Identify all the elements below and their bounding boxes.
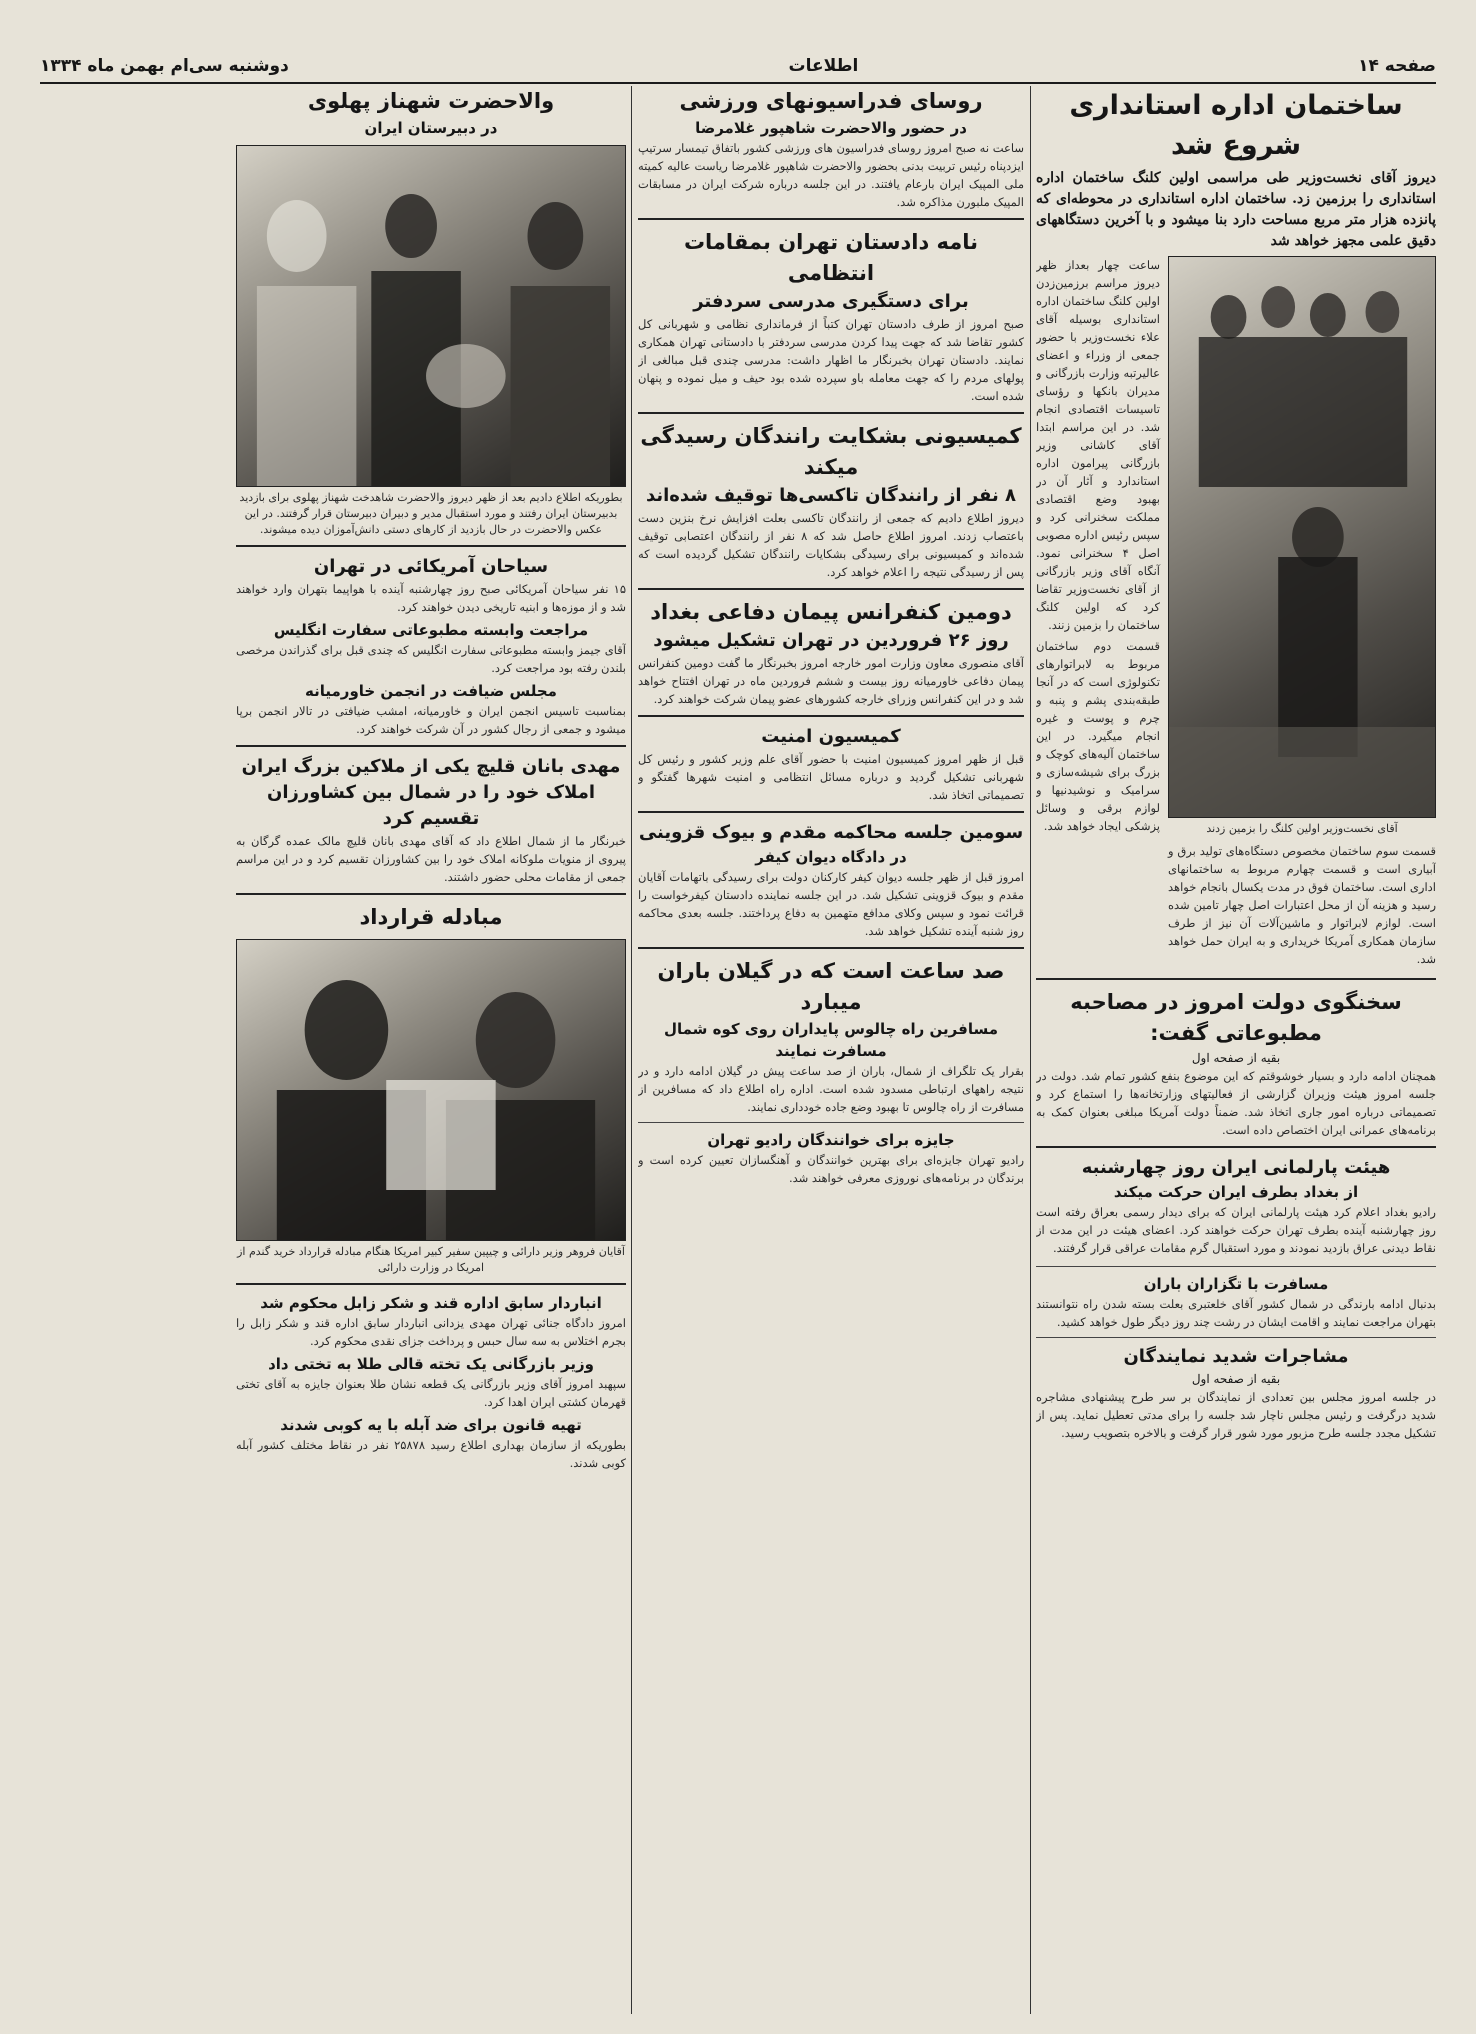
baghdad-pact-text: آقای منصوری معاون وزارت امور خارجه امروز بخبرنگار ما گفت دومین کنفرانس پیمان دفاعی خاورمیانه روز بیست و ششم فروردین ماه در تهران افتتاح خواهد شد و در این کنفرانس وزرای خارجه کشورهای عضو پیمان شرکت خواهند کرد.	[638, 656, 1024, 706]
prosecutor-headline: نامه دادستان تهران بمقامات انتظامی	[683, 230, 979, 285]
column-divider	[1030, 86, 1031, 2014]
landowner-text: خبرنگار ما از شمال اطلاع داد که آقای مهدی بانان قلیچ مالک عمده گرگان به پیروی از منویات ملوکانه املاک خود را بین کشاورزان تقسیم کرد و در این مراسم جمعی از مقامات محلی حضور داشتند.	[236, 834, 626, 884]
gilan-rain-headline: صد ساعت است که در گیلان باران میبارد	[657, 959, 1005, 1014]
security-text: قبل از ظهر امروز کمیسیون امنیت با حضور آقای علم وزیر کشور و رئیس کل شهربانی تشکیل گردید و درباره مسائل انتظامی و امنیت شهرها گفتگو و تصمیماتی اتخاذ شد.	[638, 752, 1024, 802]
delegation-text: رادیو بغداد اعلام کرد هیئت پارلمانی ایران که برای دیدار رسمی بعراق رفته است روز چهارشنبه آینده بطرف تهران حرکت خواهند کرد. اعضای هیئت در این مدت از نقاط دیدنی عراق بازدید نمودند و مورد استقبال گرم مقامات عراقی قرار گرفتند.	[1036, 1205, 1436, 1255]
section-rule	[236, 1283, 626, 1285]
page-number: صفحه ۱۴	[1358, 56, 1436, 76]
standards-headline: ساختمان اداره استانداری شروع شد	[1069, 90, 1403, 161]
banquet-headline: مجلس ضیافت در انجمن خاورمیانه	[305, 682, 557, 700]
landowner-subheadline: املاک خود را در شمال بین کشاورزان تقسیم کرد	[266, 782, 596, 829]
photo-figures	[237, 940, 625, 1240]
federations-headline: روسای فدراسیونهای ورزشی	[679, 89, 983, 113]
section-rule	[638, 715, 1024, 717]
baghdad-pact-headline: دومین کنفرانس پیمان دفاعی بغداد	[650, 600, 1012, 624]
british-attache-headline: مراجعت وابسته مطبوعاتی سفارت انگلیس	[273, 621, 589, 639]
contract-caption: آقایان فروهر وزیر دارائی و چیپین سفیر کبیر امریکا هنگام مبادله قرارداد خرید گندم از امریکا در وزارت دارائی	[237, 1245, 625, 1274]
gilan-rain-subheadline: مسافرین راه چالوس پایداران روی کوه شمال مسافرت نمایند	[663, 1020, 999, 1060]
trial-subheadline: در دادگاه دیوان کیفر	[755, 848, 907, 866]
photo-figures	[1169, 257, 1435, 817]
groundbreaking-photo	[1168, 256, 1436, 818]
taxi-text: دیروز اطلاع دادیم که جمعی از رانندگان تاکسی بعلت افزایش نرخ بنزین دست باعتصاب زدند. امروز اطلاع حاصل شد که ۸ نفر از رانندگان اعتصابی توقیف شده‌اند و کمیسیونی برای رسیدگی بشکایات رانندگان تشکیل گردیده است که پس از رسیدگی نتیجه را اعلام خواهد کرد.	[638, 511, 1024, 579]
delegation-headline: هیئت پارلمانی ایران روز چهارشنبه	[1081, 1157, 1391, 1178]
warehouse-keeper-text: امروز دادگاه جنائی تهران مهدی یزدانی انباردار سابق اداره قند و شکر زابل را بجرم اختلاس به سه سال حبس و پرداخت جزای نقدی محکوم کرد.	[236, 1316, 626, 1348]
tourists-headline: سیاحان آمریکائی در تهران	[313, 556, 549, 577]
gilan-rain-text: بقرار یک تلگراف از شمال، باران از صد ساعت پیش در گیلان ادامه دارد و در نتیجه راههای ارتباطی مسدود شده است. اداره راه اطلاع داد که مسافرین از مسافرت از راه چالوس تا بهبود وضع جاده خودداری نمایند.	[638, 1064, 1024, 1114]
column-divider	[631, 86, 632, 2014]
prosecutor-subheadline: برای دستگیری مدرسی سردفتر	[693, 291, 969, 312]
section-rule	[638, 1122, 1024, 1123]
prosecutor-text: صبح امروز از طرف دادستان تهران کتباً از فرمانداری نظامی و شهربانی کل کشور تقاضا شد که جهت پیدا کردن مدرسی سردفتر با دادستانی تهران همکاری نمایند. دادستان تهران بخبرنگار ما اظهار داشت: مدرسی چندی قبل مبالغی از پولهای مردم را که جهت معامله باو سپرده شده بود حیف و میل نموده و پنهان شده است.	[638, 317, 1024, 403]
trial-headline: سومین جلسه محاکمه مقدم و بیوک قزوینی	[638, 822, 1024, 843]
vaccination-headline: تهیه قانون برای ضد آبله با یه کوبی شدند	[280, 1416, 582, 1434]
spokesman-continued: بقیه از صفحه اول	[1191, 1051, 1281, 1065]
page-header	[40, 50, 1436, 84]
section-rule	[1036, 1266, 1436, 1267]
section-rule	[638, 412, 1024, 414]
rain-travel-headline: مسافرت با تگزاران باران	[1143, 1275, 1329, 1293]
section-rule	[638, 588, 1024, 590]
rain-travel-text: بدنبال ادامه بارندگی در شمال کشور آقای خلعتبری بعلت بسته شدن راه نتوانستند بتهران مراجعت نمایند و اقامت ایشان در رشت چند روز دیگر طول خواهد کشید.	[1036, 1297, 1436, 1329]
standards-dek: دیروز آقای نخست‌وزیر طی مراسمی اولین کلنگ ساختمان اداره استانداری را برزمین زد. ساختمان اداره استانداری در محوطه‌ای که پانزده هزار متر مربع مساحت دارد بنا میشود و با آخرین دستگاههای دقیق علمی مجهز خواهد شد	[1036, 170, 1436, 249]
section-rule	[236, 745, 626, 747]
section-rule	[638, 811, 1024, 813]
warehouse-keeper-headline: انباردار سابق اداره قند و شکر زابل محکوم شد	[260, 1294, 602, 1312]
baghdad-pact-subheadline: روز ۲۶ فروردین در تهران تشکیل میشود	[653, 630, 1009, 651]
issue-date: دوشنبه سی‌ام بهمن ماه ۱۳۳۴	[40, 56, 289, 76]
left-column	[236, 86, 626, 2014]
right-column	[1036, 86, 1436, 2014]
federations-subheadline: در حضور والاحضرت شاهپور غلامرضا	[695, 119, 967, 137]
middle-column	[638, 86, 1024, 2014]
mps-continued: بقیه از صفحه اول	[1191, 1372, 1281, 1386]
taxi-subheadline: ۸ نفر از رانندگان تاکسی‌ها توقیف شده‌اند	[645, 485, 1017, 506]
taxi-headline: کمیسیونی بشکایت رانندگان رسیدگی میکند	[640, 424, 1022, 479]
photo-figures	[237, 146, 625, 486]
standards-text-2: قسمت دوم ساختمان مربوط به لابراتوارهای تکنولوژی است که در آنجا طبقه‌بندی پشم و پنبه و چرم و پوست و غیره انجام میگیرد. در این ساختمان آلیه‌های کوچک و بزرگ برای شیشه‌سازی و سرامیک و نوشیدنیها و لوازم برقی و وسائل پزشکی ایجاد خواهد شد.	[1036, 639, 1160, 833]
mps-text: در جلسه امروز مجلس بین تعدادی از نمایندگان بر سر طرح پیشنهادی مشاجره شدید درگرفت و رئیس مجلس ناچار شد جلسه را برای مدتی تعطیل نماید. پس از تشکیل مجدد جلسه طرح مزبور مورد شور قرار گرفت و بالاخره بتصویب رسید.	[1036, 1390, 1436, 1440]
shahnaz-headline: والاحضرت شهناز پهلوی	[307, 89, 555, 113]
section-rule	[1036, 978, 1436, 980]
delegation-subheadline: از بغداد بطرف ایران حرکت میکند	[1113, 1183, 1359, 1201]
british-attache-text: آقای جیمز وابسته مطبوعاتی سفارت انگلیس که چندی قبل برای گذراندن مرخصی بلندن رفته بود مراجعت کرد.	[236, 643, 626, 675]
section-rule	[1036, 1337, 1436, 1338]
radio-prize-text: رادیو تهران جایزه‌ای برای بهترین خوانندگان و آهنگسازان تعیین کرده است و برندگان در برنامه‌های نوروزی معرفی خواهند شد.	[638, 1153, 1024, 1185]
groundbreaking-caption: آقای نخست‌وزیر اولین کلنگ را بزمین زدند	[1206, 822, 1398, 835]
landowner-headline: مهدی بانان قلیچ یکی از ملاکین بزرگ ایران	[241, 756, 621, 777]
banquet-text: بمناسبت تاسیس انجمن ایران و خاورمیانه، امشب ضیافتی در تالار انجمن برپا میشود و جمعی از رجال کشور در آن شرکت خواهند کرد.	[236, 704, 626, 736]
trial-text: امروز قبل از ظهر جلسه دیوان کیفر کارکنان دولت برای رسیدگی باتهامات آقایان مقدم و بیوک قزوینی تشکیل شد. در این جلسه نماینده دادستان کیفرخواست را قرائت نمود و سپس وکلای مدافع متهمین به دفاع پرداختند. جلسه بعدی محاکمه روز شنبه آینده تشکیل خواهد شد.	[638, 870, 1024, 938]
section-rule	[236, 893, 626, 895]
contract-photo	[236, 939, 626, 1241]
spokesman-headline: سخنگوی دولت امروز در مصاحبه مطبوعاتی گفت:	[1070, 990, 1402, 1045]
school-visit-photo	[236, 145, 626, 487]
gold-prize-headline: وزیر بازرگانی یک تخته قالی طلا به تختی داد	[268, 1355, 594, 1373]
contract-headline: مبادله قرارداد	[359, 905, 503, 929]
security-headline: کمیسیون امنیت	[761, 726, 901, 747]
federations-text: ساعت نه صبح امروز روسای فدراسیون های ورزشی کشور باتفاق تیمسار سرتیپ ایزدپناه رئیس تربیت بدنی بحضور والاحضرت شاهپور غلامرضا ریاست عالیه کمیته ملی المپیک ایران بارعام یافتند. در این جلسه درباره شرکت ایران در مسابقات المپیک ملبورن مذاکره شد.	[638, 141, 1024, 209]
vaccination-text: بطوریکه از سازمان بهداری اطلاع رسید ۲۵۸۷۸ نفر در نقاط مختلف کشور آبله کوبی شدند.	[236, 1438, 626, 1470]
mps-headline: مشاجرات شدید نمایندگان	[1123, 1346, 1349, 1367]
section-rule	[638, 218, 1024, 220]
standards-text-1: ساعت چهار بعداز ظهر دیروز مراسم برزمین‌زدن اولین کلنگ ساختمان اداره استانداری بوسیله آقای علاء نخست‌وزیر با حضور جمعی از وزراء و اعضای عالیرتبه وزارت بازرگانی و مدیران بانکها و رؤسای تاسیسات اقتصادی انجام شد. در این مراسم ابتدا آقای کاشانی وزیر بازرگانی پیرامون اداره استاندارد و آثار آن در بهبود وضع اقتصادی مملکت سخنرانی کرد و سپس رئیس اداره مصوبی اصل ۴ سخنرانی نمود. آنگاه آقای وزیر بازرگانی از آقای نخست‌وزیر تقاضا کرد که اولین کلنگ ساختمان را بزمین زنند.	[1036, 258, 1161, 632]
radio-prize-headline: جایزه برای خوانندگان رادیو تهران	[707, 1131, 955, 1149]
shahnaz-subheadline: در دبیرستان ایران	[364, 119, 498, 137]
school-visit-caption: بطوریکه اطلاع دادیم بعد از ظهر دیروز والاحضرت شاهدخت شهناز پهلوی برای بازدید بدبیرستان ایران رفتند و مورد استقبال مدیر و دبیران دبیرستان قرار گرفتند. در این عکس والاحضرت در حال بازدید از کارهای دستی دانش‌آموزان دیده میشوند.	[239, 491, 623, 536]
section-rule	[638, 947, 1024, 949]
section-rule	[236, 545, 626, 547]
spokesman-text: همچنان ادامه دارد و بسیار خوشوقتم که این موضوع بنفع کشور تمام شد. دولت در جلسه امروز هیئت وزیران گزارشی از فعالیتهای وزارتخانه‌ها را استماع کرد و تصمیماتی درباره امور جاری اتخاذ شد. ضمناً دولت آمریکا مبلغی بعنوان کمک به برنامه‌های عمرانی ایران اختصاص داده است.	[1036, 1069, 1436, 1137]
standards-text-3: قسمت سوم ساختمان مخصوص دستگاه‌های تولید برق و آبیاری است و قسمت چهارم مربوط به ساختمانهای اداری است. ساختمان فوق در مدت یکسال بانجام خواهد رسید و هزینه آن از محل اعتبارات اصل چهار تامین شده است. لوازم لابراتوار و ماشین‌آلات آن نیز از طرف سازمان همکاری آمریکا خریداری و به ایران حمل خواهد شد.	[1168, 844, 1436, 966]
gold-prize-text: سپهبد امروز آقای وزیر بازرگانی یک قطعه نشان طلا بعنوان جایزه به آقای تختی قهرمان کشتی ایران اهدا کرد.	[236, 1377, 626, 1409]
tourists-text: ۱۵ نفر سیاحان آمریکائی صبح روز چهارشنبه آینده با هواپیما بتهران وارد خواهند شد و از موزه‌ها و ابنیه تاریخی دیدن خواهند کرد.	[236, 582, 626, 614]
section-rule	[1036, 1146, 1436, 1148]
newspaper-name: اطلاعات	[788, 56, 859, 76]
